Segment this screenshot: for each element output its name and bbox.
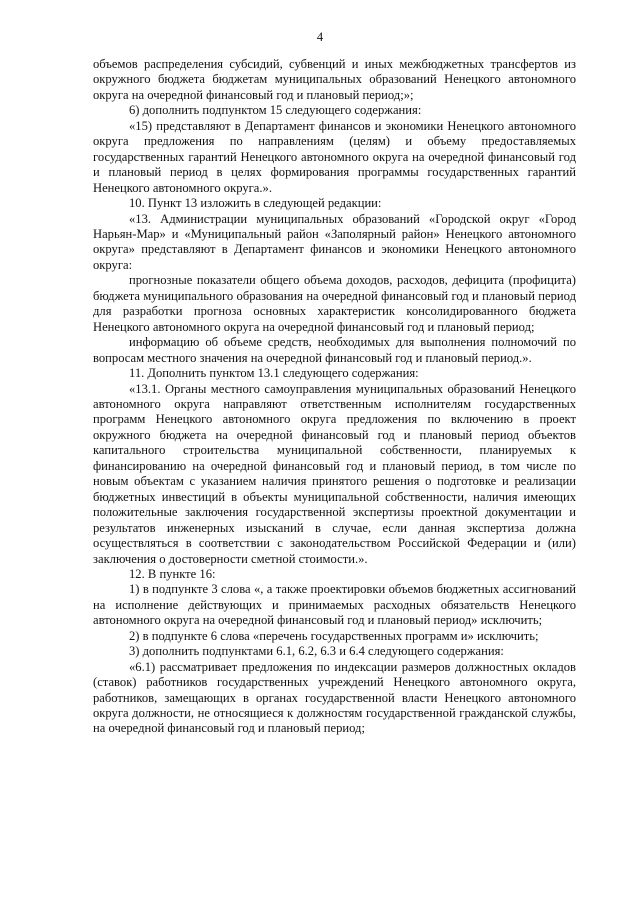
paragraph-2: 6) дополнить подпунктом 15 следующего содержания: (129, 103, 422, 118)
paragraph-3: «15) представляют в Департамент финансов и экономики Ненецкого автономного округа предложения по направлениям (целям) и объему предоставляемых государственных гарантий Ненецкого автономного округа на очередной финансовый год и плановый период в целях формирования программы государственных гарантий Ненецкого автономного округа.». (93, 118, 576, 195)
paragraph-4: 10. Пункт 13 изложить в следующей редакции: (129, 196, 382, 211)
paragraph-10: 12. В пункте 16: (129, 566, 216, 581)
paragraph-7: информацию об объеме средств, необходимых для выполнения полномочий по вопросам местного значения на очередной финансовый год и плановый период.». (93, 335, 576, 365)
paragraph-1: объемов распределения субсидий, субвенций и иных межбюджетных трансфертов из окружного бюджета бюджетам муниципальных образований Ненецкого автономного округа на очередной финансовый год и плановый период;»; (93, 57, 576, 102)
paragraph-11: 1) в подпункте 3 слова «, а также проектировки объемов бюджетных ассигнований на исполнение действующих и принимаемых расходных обязательств Ненецкого автономного округа на очередной финансовый год и плановый период» исключить; (93, 582, 576, 628)
paragraph-9: «13.1. Органы местного самоуправления муниципальных образований Ненецкого автономного округа направляют ответственным исполнителям государственных программ Ненецкого автономного округа предложения по включению в проект окружного бюджета на очередной финансовый год и плановый период объектов капитального строительства муниципальной собственности, планируемых к финансированию на очередной финансовый год и плановый период, в том числе по новым объектам с указанием наличия принятого решения о подготовке и реализации бюджетных инвестиций в объекты муниципальной собственности, наличия имеющих положительные заключения государственной экспертизы проектной документации и результатов инженерных изысканий в случае, если данная экспертиза должна осуществляться в соответствии с законодательством Российской Федерации и (или) заключения о достоверности сметной стоимости.». (93, 381, 576, 566)
paragraph-6: прогнозные показатели общего объема доходов, расходов, дефицита (профицита) бюджета муниципального образования на очередной финансовый год и плановый период для разработки прогноза основных характеристик консолидированного бюджета Ненецкого автономного округа на очередной финансовый год и плановый период; (93, 273, 576, 334)
paragraph-5: «13. Администрации муниципальных образований «Городской округ «Город Нарьян-Мар» и «Муниципальный район «Заполярный район» Ненецкого автономного округа» представляют в Департамент финансов и экономики Ненецкого автономного округа: (93, 211, 576, 272)
document-body (93, 57, 576, 737)
paragraph-14: «6.1) рассматривает предложения по индексации размеров должностных окладов (ставок) работников государственных учреждений Ненецкого автономного округа, работников, замещающих в органах государственной власти Ненецкого автономного округа должности, не относящиеся к должностям государственной гражданской службы, на очередной финансовый год и плановый период; (93, 659, 576, 736)
paragraph-8: 11. Дополнить пунктом 13.1 следующего содержания: (129, 366, 419, 381)
paragraph-12: 2) в подпункте 6 слова «перечень государственных программ и» исключить; (129, 628, 539, 643)
paragraph-13: 3) дополнить подпунктами 6.1, 6.2, 6.3 и 6.4 следующего содержания: (129, 644, 504, 659)
page-number: 4 (316, 30, 324, 44)
